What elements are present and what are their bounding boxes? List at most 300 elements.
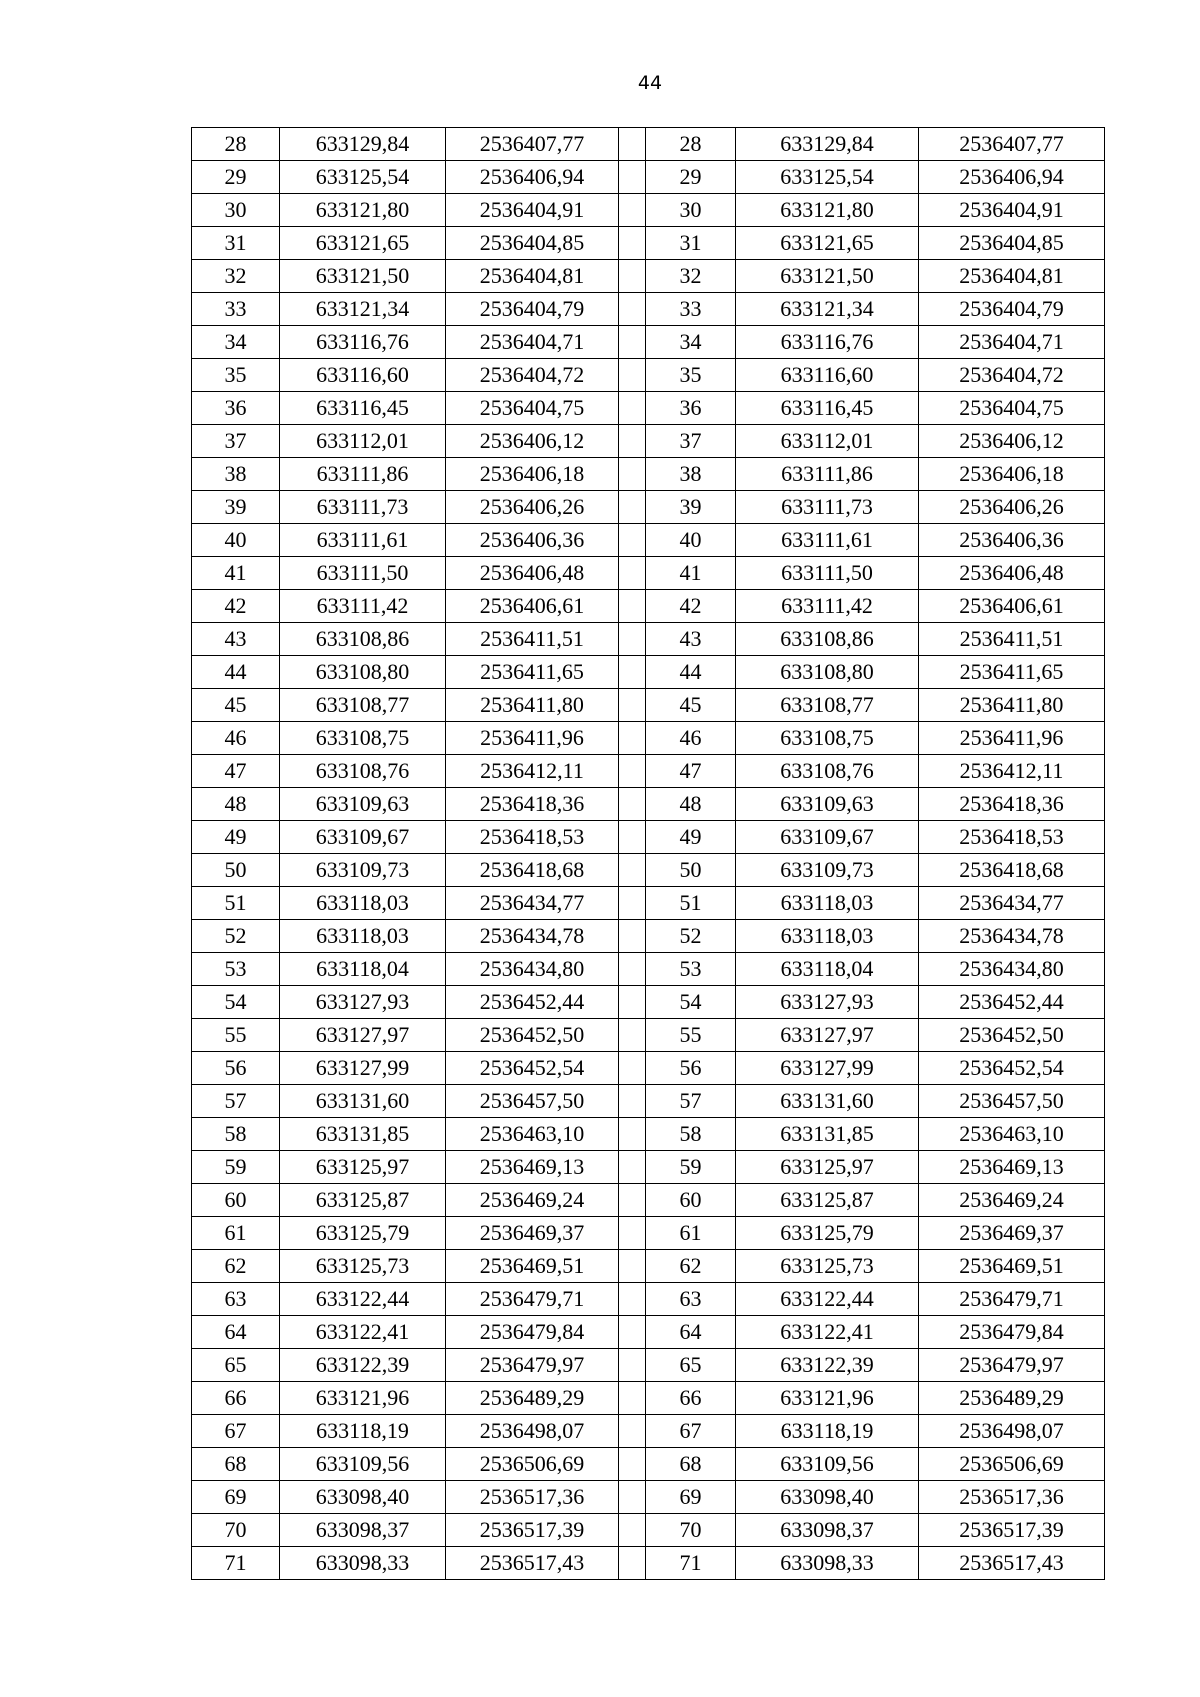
- right-point-number-cell: 60: [646, 1184, 736, 1217]
- left-point-number-cell: 64: [192, 1316, 280, 1349]
- right-y-coordinate-cell: 2536418,68: [919, 854, 1105, 887]
- left-y-coordinate-cell: 2536412,11: [446, 755, 619, 788]
- right-x-coordinate-cell: 633098,40: [736, 1481, 919, 1514]
- table-row: [192, 359, 1105, 392]
- right-y-coordinate-cell: 2536489,29: [919, 1382, 1105, 1415]
- right-point-number-cell: 30: [646, 194, 736, 227]
- left-y-coordinate-cell: 2536469,37: [446, 1217, 619, 1250]
- right-x-coordinate-cell: 633108,80: [736, 656, 919, 689]
- left-point-number-cell: 36: [192, 392, 280, 425]
- right-x-coordinate-cell: 633127,99: [736, 1052, 919, 1085]
- right-point-number-cell: 46: [646, 722, 736, 755]
- left-point-number-cell: 69: [192, 1481, 280, 1514]
- left-point-number-cell: 37: [192, 425, 280, 458]
- right-y-coordinate-cell: 2536452,44: [919, 986, 1105, 1019]
- left-y-coordinate-cell: 2536434,77: [446, 887, 619, 920]
- right-y-coordinate-cell: 2536479,71: [919, 1283, 1105, 1316]
- right-y-coordinate-cell: 2536404,81: [919, 260, 1105, 293]
- right-y-coordinate-cell: 2536469,24: [919, 1184, 1105, 1217]
- right-point-number-cell: 63: [646, 1283, 736, 1316]
- left-x-coordinate-cell: 633127,93: [280, 986, 446, 1019]
- left-y-coordinate-cell: 2536517,36: [446, 1481, 619, 1514]
- left-point-number-cell: 38: [192, 458, 280, 491]
- left-y-coordinate-cell: 2536411,51: [446, 623, 619, 656]
- left-y-coordinate-cell: 2536418,68: [446, 854, 619, 887]
- left-x-coordinate-cell: 633125,54: [280, 161, 446, 194]
- left-y-coordinate-cell: 2536406,12: [446, 425, 619, 458]
- right-y-coordinate-cell: 2536479,97: [919, 1349, 1105, 1382]
- left-x-coordinate-cell: 633118,19: [280, 1415, 446, 1448]
- left-x-coordinate-cell: 633098,40: [280, 1481, 446, 1514]
- right-point-number-cell: 71: [646, 1547, 736, 1580]
- right-point-number-cell: 70: [646, 1514, 736, 1547]
- right-y-coordinate-cell: 2536517,36: [919, 1481, 1105, 1514]
- table-row: [192, 1151, 1105, 1184]
- left-x-coordinate-cell: 633121,80: [280, 194, 446, 227]
- table-row: [192, 1349, 1105, 1382]
- right-x-coordinate-cell: 633098,33: [736, 1547, 919, 1580]
- left-point-number-cell: 28: [192, 128, 280, 161]
- right-point-number-cell: 53: [646, 953, 736, 986]
- left-x-coordinate-cell: 633118,03: [280, 887, 446, 920]
- left-point-number-cell: 49: [192, 821, 280, 854]
- table-row: [192, 128, 1105, 161]
- table-row: [192, 161, 1105, 194]
- left-point-number-cell: 45: [192, 689, 280, 722]
- separator-cell: [619, 392, 646, 425]
- left-point-number-cell: 71: [192, 1547, 280, 1580]
- separator-cell: [619, 1448, 646, 1481]
- left-point-number-cell: 34: [192, 326, 280, 359]
- left-y-coordinate-cell: 2536406,94: [446, 161, 619, 194]
- right-point-number-cell: 32: [646, 260, 736, 293]
- separator-cell: [619, 953, 646, 986]
- table-row: [192, 623, 1105, 656]
- table-row: [192, 887, 1105, 920]
- right-y-coordinate-cell: 2536404,91: [919, 194, 1105, 227]
- table-row: [192, 722, 1105, 755]
- right-x-coordinate-cell: 633127,97: [736, 1019, 919, 1052]
- right-x-coordinate-cell: 633122,39: [736, 1349, 919, 1382]
- left-x-coordinate-cell: 633122,39: [280, 1349, 446, 1382]
- separator-cell: [619, 194, 646, 227]
- separator-cell: [619, 1184, 646, 1217]
- separator-cell: [619, 1415, 646, 1448]
- right-point-number-cell: 50: [646, 854, 736, 887]
- right-y-coordinate-cell: 2536406,12: [919, 425, 1105, 458]
- right-point-number-cell: 40: [646, 524, 736, 557]
- table-row: [192, 755, 1105, 788]
- right-y-coordinate-cell: 2536469,37: [919, 1217, 1105, 1250]
- left-point-number-cell: 46: [192, 722, 280, 755]
- right-x-coordinate-cell: 633125,54: [736, 161, 919, 194]
- left-x-coordinate-cell: 633125,87: [280, 1184, 446, 1217]
- left-x-coordinate-cell: 633125,73: [280, 1250, 446, 1283]
- left-point-number-cell: 66: [192, 1382, 280, 1415]
- right-point-number-cell: 49: [646, 821, 736, 854]
- left-x-coordinate-cell: 633116,60: [280, 359, 446, 392]
- separator-cell: [619, 491, 646, 524]
- left-point-number-cell: 60: [192, 1184, 280, 1217]
- right-x-coordinate-cell: 633121,34: [736, 293, 919, 326]
- left-point-number-cell: 70: [192, 1514, 280, 1547]
- left-y-coordinate-cell: 2536517,43: [446, 1547, 619, 1580]
- left-y-coordinate-cell: 2536452,44: [446, 986, 619, 1019]
- table-row: [192, 854, 1105, 887]
- right-x-coordinate-cell: 633125,87: [736, 1184, 919, 1217]
- right-x-coordinate-cell: 633122,41: [736, 1316, 919, 1349]
- right-y-coordinate-cell: 2536406,26: [919, 491, 1105, 524]
- separator-cell: [619, 128, 646, 161]
- separator-cell: [619, 1283, 646, 1316]
- right-point-number-cell: 56: [646, 1052, 736, 1085]
- right-x-coordinate-cell: 633125,79: [736, 1217, 919, 1250]
- left-y-coordinate-cell: 2536411,96: [446, 722, 619, 755]
- table-row: [192, 194, 1105, 227]
- right-y-coordinate-cell: 2536434,80: [919, 953, 1105, 986]
- left-y-coordinate-cell: 2536479,71: [446, 1283, 619, 1316]
- separator-cell: [619, 1250, 646, 1283]
- left-x-coordinate-cell: 633111,86: [280, 458, 446, 491]
- page-number: 44: [637, 72, 663, 94]
- right-y-coordinate-cell: 2536411,65: [919, 656, 1105, 689]
- left-x-coordinate-cell: 633112,01: [280, 425, 446, 458]
- right-point-number-cell: 69: [646, 1481, 736, 1514]
- right-y-coordinate-cell: 2536434,78: [919, 920, 1105, 953]
- right-x-coordinate-cell: 633125,97: [736, 1151, 919, 1184]
- right-x-coordinate-cell: 633116,60: [736, 359, 919, 392]
- right-point-number-cell: 44: [646, 656, 736, 689]
- left-x-coordinate-cell: 633131,85: [280, 1118, 446, 1151]
- coordinates-table: [191, 127, 1105, 1580]
- right-x-coordinate-cell: 633121,50: [736, 260, 919, 293]
- right-x-coordinate-cell: 633131,60: [736, 1085, 919, 1118]
- right-x-coordinate-cell: 633118,03: [736, 920, 919, 953]
- right-x-coordinate-cell: 633131,85: [736, 1118, 919, 1151]
- right-x-coordinate-cell: 633129,84: [736, 128, 919, 161]
- right-point-number-cell: 62: [646, 1250, 736, 1283]
- right-x-coordinate-cell: 633116,45: [736, 392, 919, 425]
- separator-cell: [619, 1316, 646, 1349]
- right-point-number-cell: 28: [646, 128, 736, 161]
- right-y-coordinate-cell: 2536404,71: [919, 326, 1105, 359]
- right-point-number-cell: 33: [646, 293, 736, 326]
- right-x-coordinate-cell: 633109,67: [736, 821, 919, 854]
- separator-cell: [619, 755, 646, 788]
- table-row: [192, 326, 1105, 359]
- separator-cell: [619, 590, 646, 623]
- right-point-number-cell: 41: [646, 557, 736, 590]
- left-x-coordinate-cell: 633108,77: [280, 689, 446, 722]
- right-point-number-cell: 65: [646, 1349, 736, 1382]
- right-y-coordinate-cell: 2536404,75: [919, 392, 1105, 425]
- left-point-number-cell: 62: [192, 1250, 280, 1283]
- left-point-number-cell: 51: [192, 887, 280, 920]
- left-point-number-cell: 39: [192, 491, 280, 524]
- left-y-coordinate-cell: 2536404,85: [446, 227, 619, 260]
- left-x-coordinate-cell: 633108,76: [280, 755, 446, 788]
- left-point-number-cell: 33: [192, 293, 280, 326]
- separator-cell: [619, 788, 646, 821]
- table-row: [192, 458, 1105, 491]
- left-point-number-cell: 54: [192, 986, 280, 1019]
- right-point-number-cell: 47: [646, 755, 736, 788]
- right-y-coordinate-cell: 2536412,11: [919, 755, 1105, 788]
- left-point-number-cell: 56: [192, 1052, 280, 1085]
- left-x-coordinate-cell: 633121,65: [280, 227, 446, 260]
- table-row: [192, 491, 1105, 524]
- right-point-number-cell: 45: [646, 689, 736, 722]
- left-x-coordinate-cell: 633116,45: [280, 392, 446, 425]
- right-point-number-cell: 48: [646, 788, 736, 821]
- right-point-number-cell: 66: [646, 1382, 736, 1415]
- left-point-number-cell: 48: [192, 788, 280, 821]
- right-x-coordinate-cell: 633125,73: [736, 1250, 919, 1283]
- right-y-coordinate-cell: 2536469,51: [919, 1250, 1105, 1283]
- separator-cell: [619, 260, 646, 293]
- left-x-coordinate-cell: 633109,67: [280, 821, 446, 854]
- right-point-number-cell: 58: [646, 1118, 736, 1151]
- right-point-number-cell: 51: [646, 887, 736, 920]
- left-y-coordinate-cell: 2536517,39: [446, 1514, 619, 1547]
- left-point-number-cell: 43: [192, 623, 280, 656]
- left-y-coordinate-cell: 2536418,53: [446, 821, 619, 854]
- separator-cell: [619, 359, 646, 392]
- left-x-coordinate-cell: 633121,50: [280, 260, 446, 293]
- table-row: [192, 590, 1105, 623]
- separator-cell: [619, 1547, 646, 1580]
- left-x-coordinate-cell: 633108,86: [280, 623, 446, 656]
- right-y-coordinate-cell: 2536404,85: [919, 227, 1105, 260]
- table-row: [192, 1250, 1105, 1283]
- right-x-coordinate-cell: 633122,44: [736, 1283, 919, 1316]
- left-point-number-cell: 53: [192, 953, 280, 986]
- left-y-coordinate-cell: 2536411,65: [446, 656, 619, 689]
- right-y-coordinate-cell: 2536411,80: [919, 689, 1105, 722]
- right-point-number-cell: 29: [646, 161, 736, 194]
- left-y-coordinate-cell: 2536418,36: [446, 788, 619, 821]
- separator-cell: [619, 689, 646, 722]
- left-x-coordinate-cell: 633109,56: [280, 1448, 446, 1481]
- table-row: [192, 425, 1105, 458]
- right-point-number-cell: 36: [646, 392, 736, 425]
- separator-cell: [619, 557, 646, 590]
- table-row: [192, 293, 1105, 326]
- left-y-coordinate-cell: 2536404,72: [446, 359, 619, 392]
- right-x-coordinate-cell: 633118,19: [736, 1415, 919, 1448]
- left-point-number-cell: 42: [192, 590, 280, 623]
- left-x-coordinate-cell: 633127,97: [280, 1019, 446, 1052]
- right-x-coordinate-cell: 633108,86: [736, 623, 919, 656]
- right-x-coordinate-cell: 633112,01: [736, 425, 919, 458]
- separator-cell: [619, 326, 646, 359]
- right-x-coordinate-cell: 633121,96: [736, 1382, 919, 1415]
- separator-cell: [619, 986, 646, 1019]
- separator-cell: [619, 1514, 646, 1547]
- left-point-number-cell: 59: [192, 1151, 280, 1184]
- right-y-coordinate-cell: 2536404,79: [919, 293, 1105, 326]
- right-point-number-cell: 57: [646, 1085, 736, 1118]
- right-x-coordinate-cell: 633121,80: [736, 194, 919, 227]
- right-point-number-cell: 52: [646, 920, 736, 953]
- left-y-coordinate-cell: 2536404,91: [446, 194, 619, 227]
- left-y-coordinate-cell: 2536434,80: [446, 953, 619, 986]
- table-row: [192, 1481, 1105, 1514]
- right-y-coordinate-cell: 2536406,36: [919, 524, 1105, 557]
- right-x-coordinate-cell: 633116,76: [736, 326, 919, 359]
- left-point-number-cell: 29: [192, 161, 280, 194]
- separator-cell: [619, 1019, 646, 1052]
- right-y-coordinate-cell: 2536406,61: [919, 590, 1105, 623]
- separator-cell: [619, 623, 646, 656]
- left-point-number-cell: 65: [192, 1349, 280, 1382]
- right-y-coordinate-cell: 2536406,18: [919, 458, 1105, 491]
- left-y-coordinate-cell: 2536406,18: [446, 458, 619, 491]
- right-y-coordinate-cell: 2536452,54: [919, 1052, 1105, 1085]
- separator-cell: [619, 1151, 646, 1184]
- left-point-number-cell: 63: [192, 1283, 280, 1316]
- table-row: [192, 986, 1105, 1019]
- separator-cell: [619, 854, 646, 887]
- table-row: [192, 1118, 1105, 1151]
- separator-cell: [619, 1382, 646, 1415]
- table-row: [192, 1052, 1105, 1085]
- left-y-coordinate-cell: 2536434,78: [446, 920, 619, 953]
- table-row: [192, 260, 1105, 293]
- separator-cell: [619, 821, 646, 854]
- right-point-number-cell: 35: [646, 359, 736, 392]
- left-y-coordinate-cell: 2536457,50: [446, 1085, 619, 1118]
- left-y-coordinate-cell: 2536404,71: [446, 326, 619, 359]
- right-y-coordinate-cell: 2536498,07: [919, 1415, 1105, 1448]
- left-point-number-cell: 44: [192, 656, 280, 689]
- left-x-coordinate-cell: 633111,61: [280, 524, 446, 557]
- right-x-coordinate-cell: 633111,73: [736, 491, 919, 524]
- left-y-coordinate-cell: 2536404,79: [446, 293, 619, 326]
- right-x-coordinate-cell: 633127,93: [736, 986, 919, 1019]
- right-point-number-cell: 34: [646, 326, 736, 359]
- separator-cell: [619, 656, 646, 689]
- separator-cell: [619, 1085, 646, 1118]
- left-x-coordinate-cell: 633121,34: [280, 293, 446, 326]
- left-y-coordinate-cell: 2536469,13: [446, 1151, 619, 1184]
- left-y-coordinate-cell: 2536489,29: [446, 1382, 619, 1415]
- separator-cell: [619, 1349, 646, 1382]
- left-point-number-cell: 67: [192, 1415, 280, 1448]
- left-x-coordinate-cell: 633118,04: [280, 953, 446, 986]
- table-row: [192, 1019, 1105, 1052]
- table-row: [192, 656, 1105, 689]
- table-row: [192, 1415, 1105, 1448]
- left-y-coordinate-cell: 2536406,26: [446, 491, 619, 524]
- separator-cell: [619, 293, 646, 326]
- left-y-coordinate-cell: 2536406,36: [446, 524, 619, 557]
- right-point-number-cell: 68: [646, 1448, 736, 1481]
- right-y-coordinate-cell: 2536407,77: [919, 128, 1105, 161]
- separator-cell: [619, 887, 646, 920]
- left-point-number-cell: 61: [192, 1217, 280, 1250]
- left-point-number-cell: 32: [192, 260, 280, 293]
- left-x-coordinate-cell: 633116,76: [280, 326, 446, 359]
- left-y-coordinate-cell: 2536479,84: [446, 1316, 619, 1349]
- left-y-coordinate-cell: 2536452,54: [446, 1052, 619, 1085]
- right-x-coordinate-cell: 633108,75: [736, 722, 919, 755]
- right-x-coordinate-cell: 633108,76: [736, 755, 919, 788]
- right-point-number-cell: 43: [646, 623, 736, 656]
- right-y-coordinate-cell: 2536434,77: [919, 887, 1105, 920]
- left-point-number-cell: 47: [192, 755, 280, 788]
- right-x-coordinate-cell: 633111,50: [736, 557, 919, 590]
- left-x-coordinate-cell: 633118,03: [280, 920, 446, 953]
- separator-cell: [619, 920, 646, 953]
- separator-cell: [619, 1118, 646, 1151]
- right-x-coordinate-cell: 633098,37: [736, 1514, 919, 1547]
- right-y-coordinate-cell: 2536404,72: [919, 359, 1105, 392]
- left-y-coordinate-cell: 2536479,97: [446, 1349, 619, 1382]
- right-point-number-cell: 38: [646, 458, 736, 491]
- separator-cell: [619, 1052, 646, 1085]
- left-x-coordinate-cell: 633131,60: [280, 1085, 446, 1118]
- left-x-coordinate-cell: 633109,73: [280, 854, 446, 887]
- left-y-coordinate-cell: 2536404,81: [446, 260, 619, 293]
- right-x-coordinate-cell: 633111,86: [736, 458, 919, 491]
- separator-cell: [619, 1481, 646, 1514]
- right-y-coordinate-cell: 2536418,36: [919, 788, 1105, 821]
- table-row: [192, 1382, 1105, 1415]
- right-y-coordinate-cell: 2536411,51: [919, 623, 1105, 656]
- left-point-number-cell: 31: [192, 227, 280, 260]
- table-row: [192, 227, 1105, 260]
- left-y-coordinate-cell: 2536406,48: [446, 557, 619, 590]
- table-row: [192, 392, 1105, 425]
- coordinates-table-body: [192, 128, 1105, 1580]
- separator-cell: [619, 425, 646, 458]
- table-row: [192, 1283, 1105, 1316]
- table-row: [192, 1085, 1105, 1118]
- right-x-coordinate-cell: 633109,73: [736, 854, 919, 887]
- left-y-coordinate-cell: 2536463,10: [446, 1118, 619, 1151]
- right-y-coordinate-cell: 2536463,10: [919, 1118, 1105, 1151]
- left-x-coordinate-cell: 633122,44: [280, 1283, 446, 1316]
- left-y-coordinate-cell: 2536469,51: [446, 1250, 619, 1283]
- right-point-number-cell: 67: [646, 1415, 736, 1448]
- left-x-coordinate-cell: 633111,42: [280, 590, 446, 623]
- left-x-coordinate-cell: 633122,41: [280, 1316, 446, 1349]
- right-y-coordinate-cell: 2536517,39: [919, 1514, 1105, 1547]
- table-row: [192, 920, 1105, 953]
- table-row: [192, 689, 1105, 722]
- left-point-number-cell: 50: [192, 854, 280, 887]
- right-y-coordinate-cell: 2536469,13: [919, 1151, 1105, 1184]
- separator-cell: [619, 458, 646, 491]
- left-x-coordinate-cell: 633121,96: [280, 1382, 446, 1415]
- table-row: [192, 524, 1105, 557]
- left-x-coordinate-cell: 633098,33: [280, 1547, 446, 1580]
- left-x-coordinate-cell: 633129,84: [280, 128, 446, 161]
- right-point-number-cell: 39: [646, 491, 736, 524]
- right-y-coordinate-cell: 2536418,53: [919, 821, 1105, 854]
- right-y-coordinate-cell: 2536517,43: [919, 1547, 1105, 1580]
- left-point-number-cell: 58: [192, 1118, 280, 1151]
- table-row: [192, 1514, 1105, 1547]
- table-row: [192, 788, 1105, 821]
- right-point-number-cell: 61: [646, 1217, 736, 1250]
- left-point-number-cell: 41: [192, 557, 280, 590]
- left-y-coordinate-cell: 2536498,07: [446, 1415, 619, 1448]
- left-x-coordinate-cell: 633125,79: [280, 1217, 446, 1250]
- left-y-coordinate-cell: 2536406,61: [446, 590, 619, 623]
- left-x-coordinate-cell: 633108,75: [280, 722, 446, 755]
